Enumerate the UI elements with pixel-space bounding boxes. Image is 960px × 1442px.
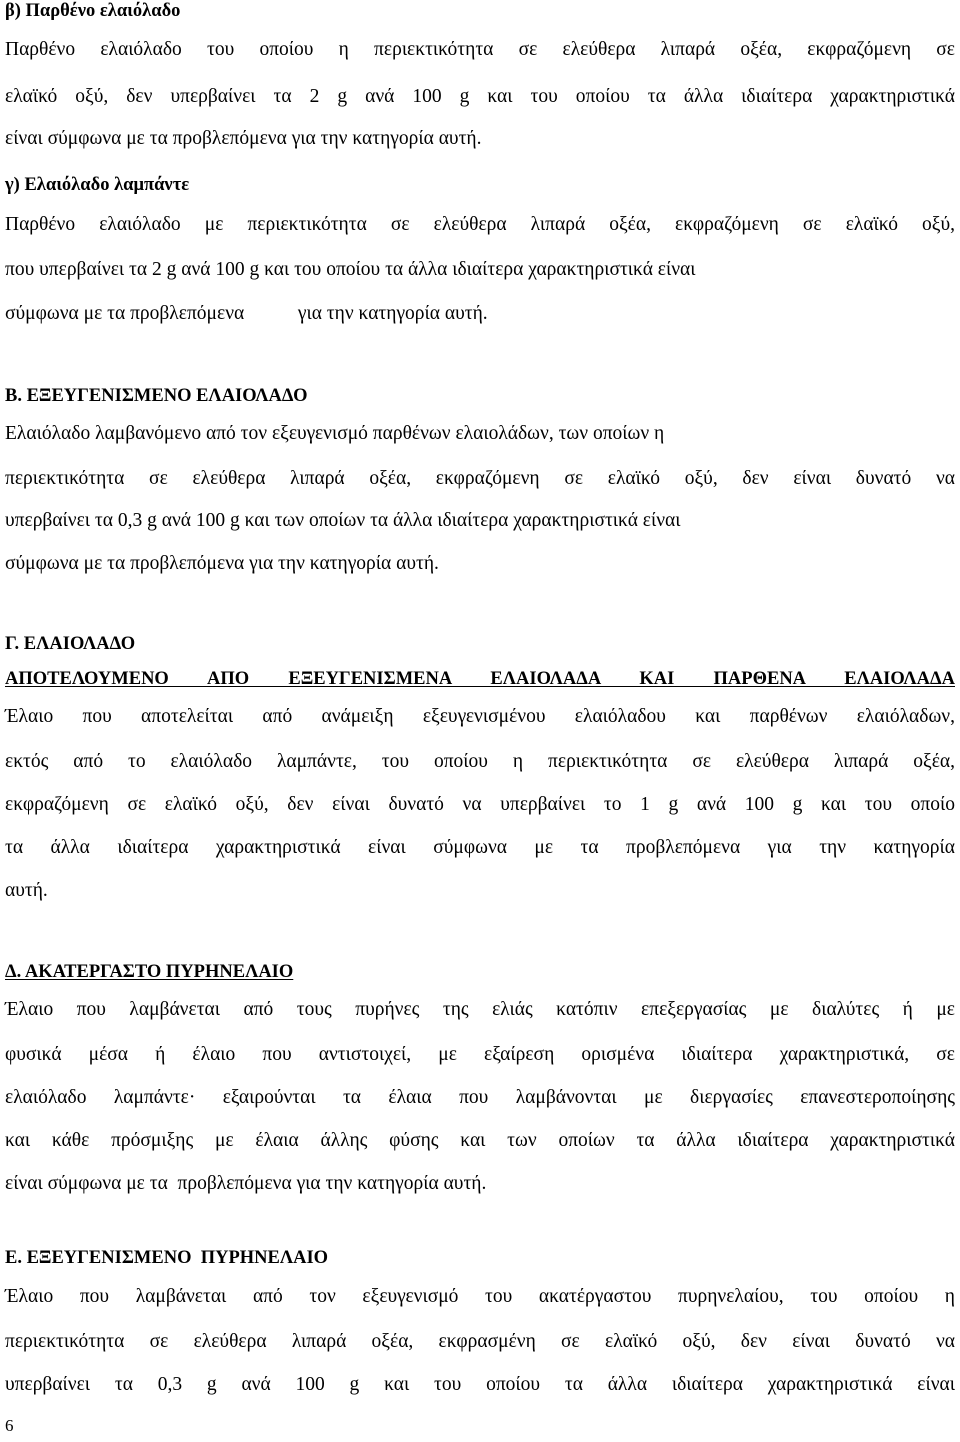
heading-virgin-olive-oil: β) Παρθένο ελαιόλαδο: [5, 1, 181, 21]
paragraph-line: είναι σύμφωνα με τα προβλεπόμενα για την κατηγορία αυτή.: [5, 128, 482, 149]
paragraph-line: είναι σύμφωνα με τα προβλεπόμενα για την κατηγορία αυτή.: [5, 1173, 487, 1194]
heading-refined-pomace-oil: Ε. ΕΞΕΥΓΕΝΙΣΜΕΝΟ ΠΥΡΗΝΕΛΑΙΟ: [5, 1248, 329, 1268]
paragraph-line: υπερβαίνει τα 0,3 g ανά 100 g και των οποίων τα άλλα ιδιαίτερα χαρακτηριστικά είναι: [5, 510, 681, 531]
paragraph-line: Ελαιόλαδο λαμβανόμενο από τον εξευγενισμό παρθένων ελαιολάδων, των οποίων η: [5, 423, 665, 444]
heading-lampante-olive-oil: γ) Ελαιόλαδο λαμπάντε: [5, 175, 190, 195]
paragraph-line: φυσικά μέσα ή έλαιο που αντιστοιχεί, με εξαίρεση ορισμένα ιδιαίτερα χαρακτηριστικά, σε: [5, 1044, 955, 1065]
paragraph-line: Έλαιο που αποτελείται από ανάμειξη εξευγενισμένου ελαιόλαδου και παρθένων ελαιόλαδων,: [5, 706, 955, 727]
paragraph-line: σύμφωνα με τα προβλεπόμενα για την κατηγορία αυτή.: [5, 303, 488, 324]
paragraph-line: που υπερβαίνει τα 2 g ανά 100 g και του οποίου τα άλλα ιδιαίτερα χαρακτηριστικά είναι: [5, 259, 696, 280]
paragraph-line: Παρθένο ελαιόλαδο του οποίου η περιεκτικότητα σε ελεύθερα λιπαρά οξέα, εκφραζόμενη σε: [5, 39, 955, 60]
subheading-composition: ΑΠΟΤΕΛΟΥΜΕΝΟ ΑΠΟ ΕΞΕΥΓΕΝΙΣΜΕΝΑ ΕΛΑΙΟΛΑΔΑ ΚΑΙ ΠΑΡΘΕΝΑ ΕΛΑΙΟΛΑΔΑ: [5, 669, 955, 689]
paragraph-line: υπερβαίνει τα 0,3 g ανά 100 g και του οποίου τα άλλα ιδιαίτερα χαρακτηριστικά είναι: [5, 1374, 955, 1395]
paragraph-line: Παρθένο ελαιόλαδο με περιεκτικότητα σε ελεύθερα λιπαρά οξέα, εκφραζόμενη σε ελαϊκό οξύ,: [5, 214, 955, 235]
paragraph-line: Έλαιο που λαμβάνεται από τον εξευγενισμό του ακατέργαστου πυρηνελαίου, του οποίου η: [5, 1286, 955, 1307]
page-number: 6: [5, 1416, 14, 1435]
heading-crude-pomace-oil: Δ. ΑΚΑΤΕΡΓΑΣΤΟ ΠΥΡΗΝΕΛΑΙΟ: [5, 962, 294, 982]
paragraph-line: αυτή.: [5, 880, 48, 901]
paragraph-line: και κάθε πρόσμιξης με έλαια άλλης φύσης και των οποίων τα άλλα ιδιαίτερα χαρακτηριστικά: [5, 1130, 955, 1151]
paragraph-line: ελαϊκό οξύ, δεν υπερβαίνει τα 2 g ανά 100 g και του οποίου τα άλλα ιδιαίτερα χαρακτηριστικά: [5, 86, 955, 107]
paragraph-line: σύμφωνα με τα προβλεπόμενα για την κατηγορία αυτή.: [5, 553, 439, 574]
heading-olive-oil: Γ. ΕΛΑΙΟΛΑΔΟ: [5, 634, 136, 654]
paragraph-line: περιεκτικότητα σε ελεύθερα λιπαρά οξέα, εκφραζόμενη σε ελαϊκό οξύ, δεν είναι δυνατό να: [5, 468, 955, 489]
paragraph-line: ελαιόλαδο λαμπάντε· εξαιρούνται τα έλαια που λαμβάνονται με διεργασίες επανεστεροποίησης: [5, 1087, 955, 1108]
paragraph-line: τα άλλα ιδιαίτερα χαρακτηριστικά είναι σύμφωνα με τα προβλεπόμενα για την κατηγορία: [5, 837, 955, 858]
paragraph-line: εκτός από το ελαιόλαδο λαμπάντε, του οποίου η περιεκτικότητα σε ελεύθερα λιπαρά οξέα,: [5, 751, 955, 772]
paragraph-line: περιεκτικότητα σε ελεύθερα λιπαρά οξέα, εκφρασμένη σε ελαϊκό οξύ, δεν είναι δυνατό να: [5, 1331, 955, 1352]
paragraph-line: εκφραζόμενη σε ελαϊκό οξύ, δεν είναι δυνατό να υπερβαίνει το 1 g ανά 100 g και του οποίο: [5, 794, 955, 815]
heading-refined-olive-oil: Β. ΕΞΕΥΓΕΝΙΣΜΕΝΟ ΕΛΑΙΟΛΑΔΟ: [5, 386, 308, 406]
paragraph-line: Έλαιο που λαμβάνεται από τους πυρήνες της ελιάς κατόπιν επεξεργασίας με διαλύτες ή με: [5, 999, 955, 1020]
